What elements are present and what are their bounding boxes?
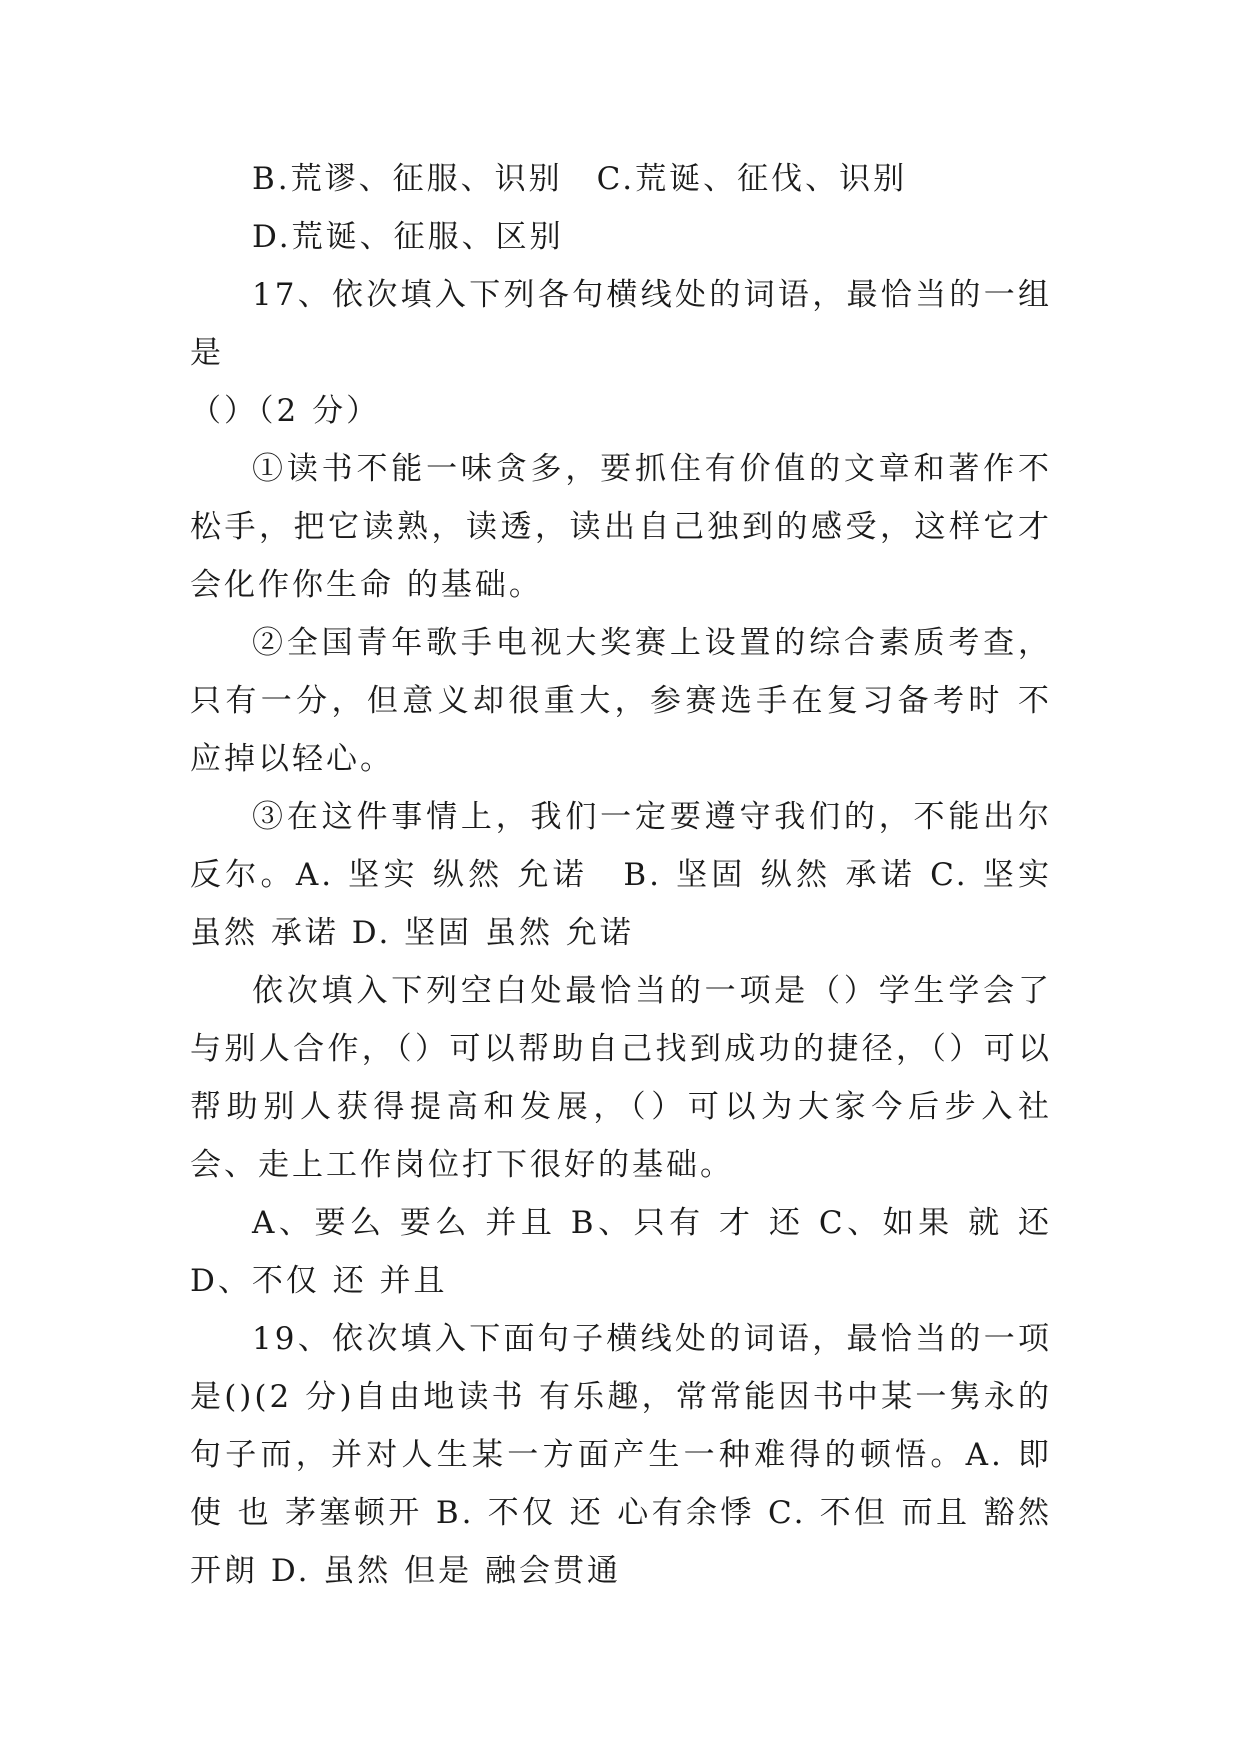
- paragraph-sentence-3: ③在这件事情上，我们一定要遵守我们的，不能出尔反尔。A. 坚实 纵然 允诺 B. 坚固 纵然 承诺 C. 坚实 虽然 承诺 D. 坚固 虽然 允诺: [190, 799, 1052, 951]
- paragraph-question-18-options: A、要么 要么 并且 B、只有 才 还 C、如果 就 还 D、不仅 还 并且: [190, 1205, 1052, 1299]
- paragraph-question-17: 17、依次填入下列各句横线处的词语，最恰当的一组是: [190, 277, 1052, 371]
- paragraph-option-d: D.荒诞、征服、区别: [252, 219, 564, 255]
- paragraph-sentence-1: ①读书不能一味贪多，要抓住有价值的文章和著作不松手，把它读熟，读透，读出自己独到的感受，这样它才会化作你生命 的基础。: [190, 451, 1052, 603]
- document-body: [190, 150, 1052, 1600]
- paragraph-question-19: 19、依次填入下面句子横线处的词语，最恰当的一项是()(2 分)自由地读书 有乐趣，常常能因书中某一隽永的句子而，并对人生某一方面产生一种难得的顿悟。A. 即使 也 茅塞顿开 B. 不仅 还 心有余悸 C. 不但 而且 豁然开朗 D. 虽然 但是 融会贯通: [190, 1321, 1052, 1589]
- paragraph-sentence-2: ②全国青年歌手电视大奖赛上设置的综合素质考查，只有一分，但意义却很重大，参赛选手在复习备考时 不应掉以轻心。: [190, 625, 1052, 777]
- paragraph-option-b-c: B.荒谬、征服、识别 C.荒诞、征伐、识别: [252, 161, 908, 197]
- paragraph-question-18: 依次填入下列空白处最恰当的一项是（）学生学会了与别人合作，（）可以帮助自己找到成功的捷径，（）可以帮助别人获得提高和发展，（）可以为大家今后步入社会、走上工作岗位打下很好的基础。: [190, 973, 1052, 1183]
- paragraph-question-17-score: （）（2 分）: [190, 393, 381, 429]
